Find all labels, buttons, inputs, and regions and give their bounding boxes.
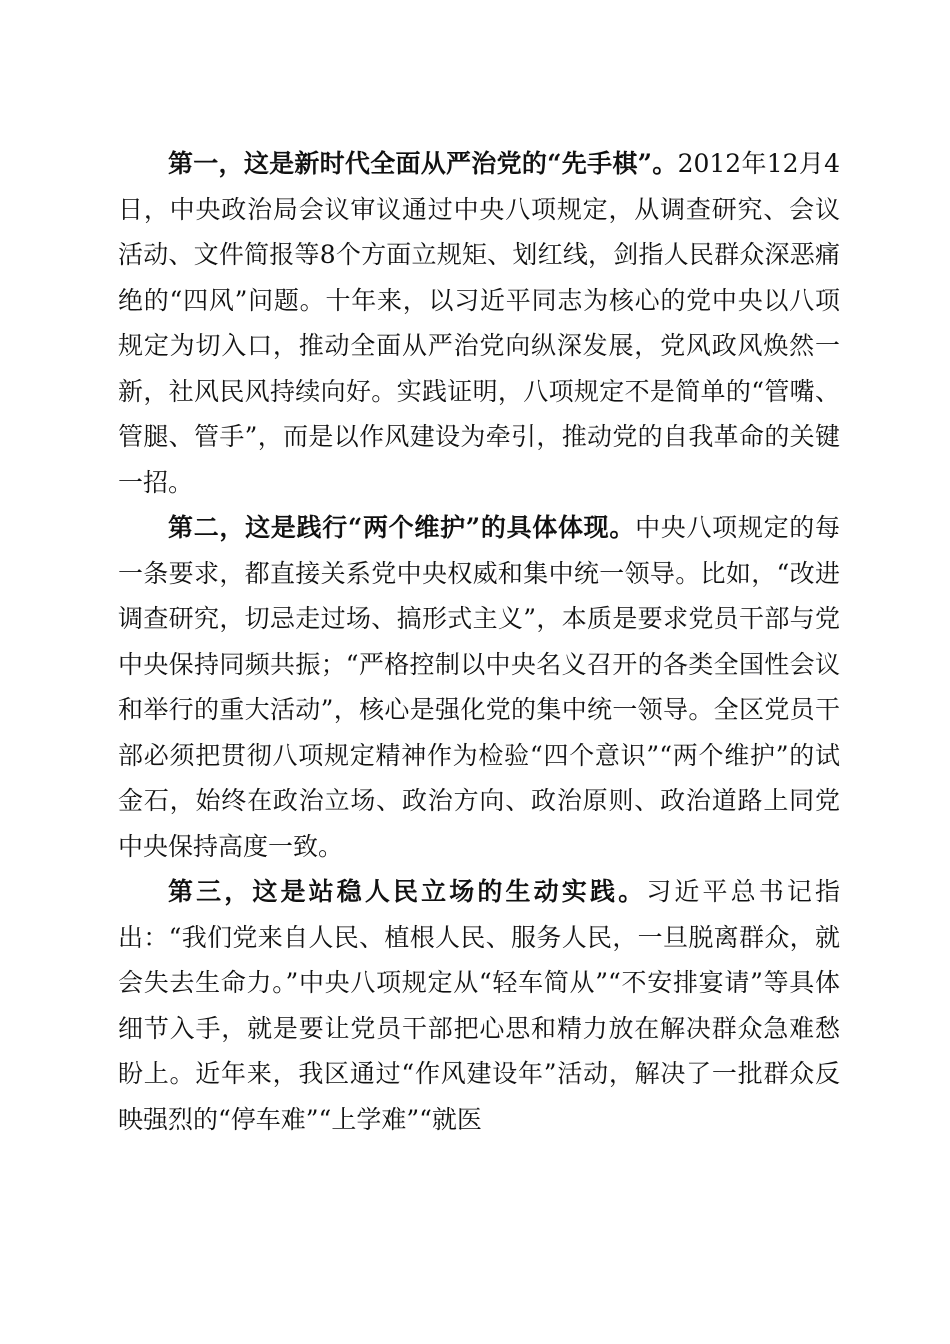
paragraph-1 (118, 141, 840, 505)
document-body (118, 141, 840, 1142)
paragraph-3 (118, 869, 840, 1142)
paragraph-3-body: 习近平总书记指出：“我们党来自人民、植根人民、服务人民，一旦脱离群众，就会失去生命力。”中央八项规定从“轻车简从”“不安排宴请”等具体细节入手，就是要让党员干部把心思和精力放在解决群众急难愁盼上。近年来，我区通过“作风建设年”活动，解决了一批群众反映强烈的“停车难”“上学难”“就医 (118, 877, 840, 1134)
paragraph-1-lead: 第一，这是新时代全面从严治党的“先手棋”。 (168, 149, 678, 178)
paragraph-3-lead: 第三，这是站稳人民立场的生动实践。 (168, 877, 647, 906)
paragraph-2-lead: 第二，这是践行“两个维护”的具体体现。 (168, 513, 636, 542)
paragraph-2 (118, 505, 840, 869)
paragraph-1-body: 2012年12月4日，中央政治局会议审议通过中央八项规定，从调查研究、会议活动、文件简报等8个方面立规矩、划红线，剑指人民群众深恶痛绝的“四风”问题。十年来，以习近平同志为核心的党中央以八项规定为切入口，推动全面从严治党向纵深发展，党风政风焕然一新，社风民风持续向好。实践证明，八项规定不是简单的“管嘴、管腿、管手”，而是以作风建设为牵引，推动党的自我革命的关键一招。 (118, 149, 841, 497)
paragraph-2-body: 中央八项规定的每一条要求，都直接关系党中央权威和集中统一领导。比如，“改进调查研究，切忌走过场、搞形式主义”，本质是要求党员干部与党中央保持同频共振；“严格控制以中央名义召开的各类全国性会议和举行的重大活动”，核心是强化党的集中统一领导。全区党员干部必须把贯彻八项规定精神作为检验“四个意识”“两个维护”的试金石，始终在政治立场、政治方向、政治原则、政治道路上同党中央保持高度一致。 (118, 513, 840, 861)
